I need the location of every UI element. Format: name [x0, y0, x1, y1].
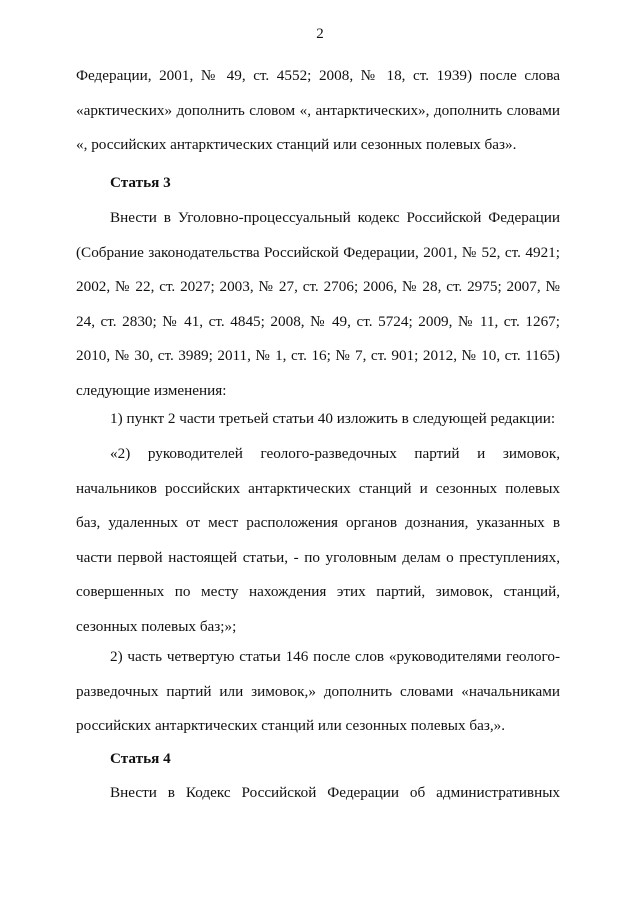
paragraph-6: Внести в Кодекс Российской Федерации об административных — [110, 784, 560, 801]
paragraph-4: «2) руководителей геолого-разведочных партий и зимовок, начальников российских антарктических станций и сезонных полевых баз, удаленных от мест расположения органов дознания, указанных в части первой настоящей статьи, - по уголовным делам о преступлениях, совершенных по месту нахождения этих партий, зимовок, станций, сезонных полевых баз;»; — [76, 445, 560, 635]
item-1-text-block — [76, 437, 560, 645]
article-3-heading: Статья 3 — [110, 174, 171, 191]
paragraph-1: Федерации, 2001, № 49, ст. 4552; 2008, № 18, ст. 1939) после слова «арктических» дополнить словом «, антарктических», дополнить словами «, российских антарктических станций или сезонных полевых баз». — [76, 67, 560, 154]
paragraph-3: 1) пункт 2 части третьей статьи 40 изложить в следующей редакции: — [110, 410, 556, 427]
article-3-intro-block — [76, 201, 560, 409]
paragraph-5: 2) часть четвертую статьи 146 после слов «руководителями геолого-разведочных партий или зимовок,» дополнить словами «начальниками российских антарктических станций или сезонных полевых баз,». — [76, 648, 560, 735]
article-4-heading: Статья 4 — [110, 750, 171, 767]
item-1-block — [76, 402, 560, 437]
article-4-heading-block — [76, 742, 560, 777]
article-3-heading-block — [76, 166, 560, 201]
paragraph-2: Внести в Уголовно-процессуальный кодекс Российской Федерации (Собрание законодательства Российской Федерации, 2001, № 52, ст. 4921; 2002, № 22, ст. 2027; 2003, № 27, ст. 2706; 2006, № 28, ст. 2975; 2007, № 24, ст. 2830; № 41, ст. 4845; 2008, № 49, ст. 5724; 2009, № 11, ст. 1267; 2010, № 30, ст. 3989; 2011, № 1, ст. 16; № 7, ст. 901; 2012, № 10, ст. 1165) следующие изменения: — [76, 209, 560, 399]
article-4-intro-block — [76, 776, 560, 811]
paragraph-continuation — [76, 59, 560, 163]
page-number: 2 — [316, 26, 324, 42]
item-2-block — [76, 640, 560, 744]
